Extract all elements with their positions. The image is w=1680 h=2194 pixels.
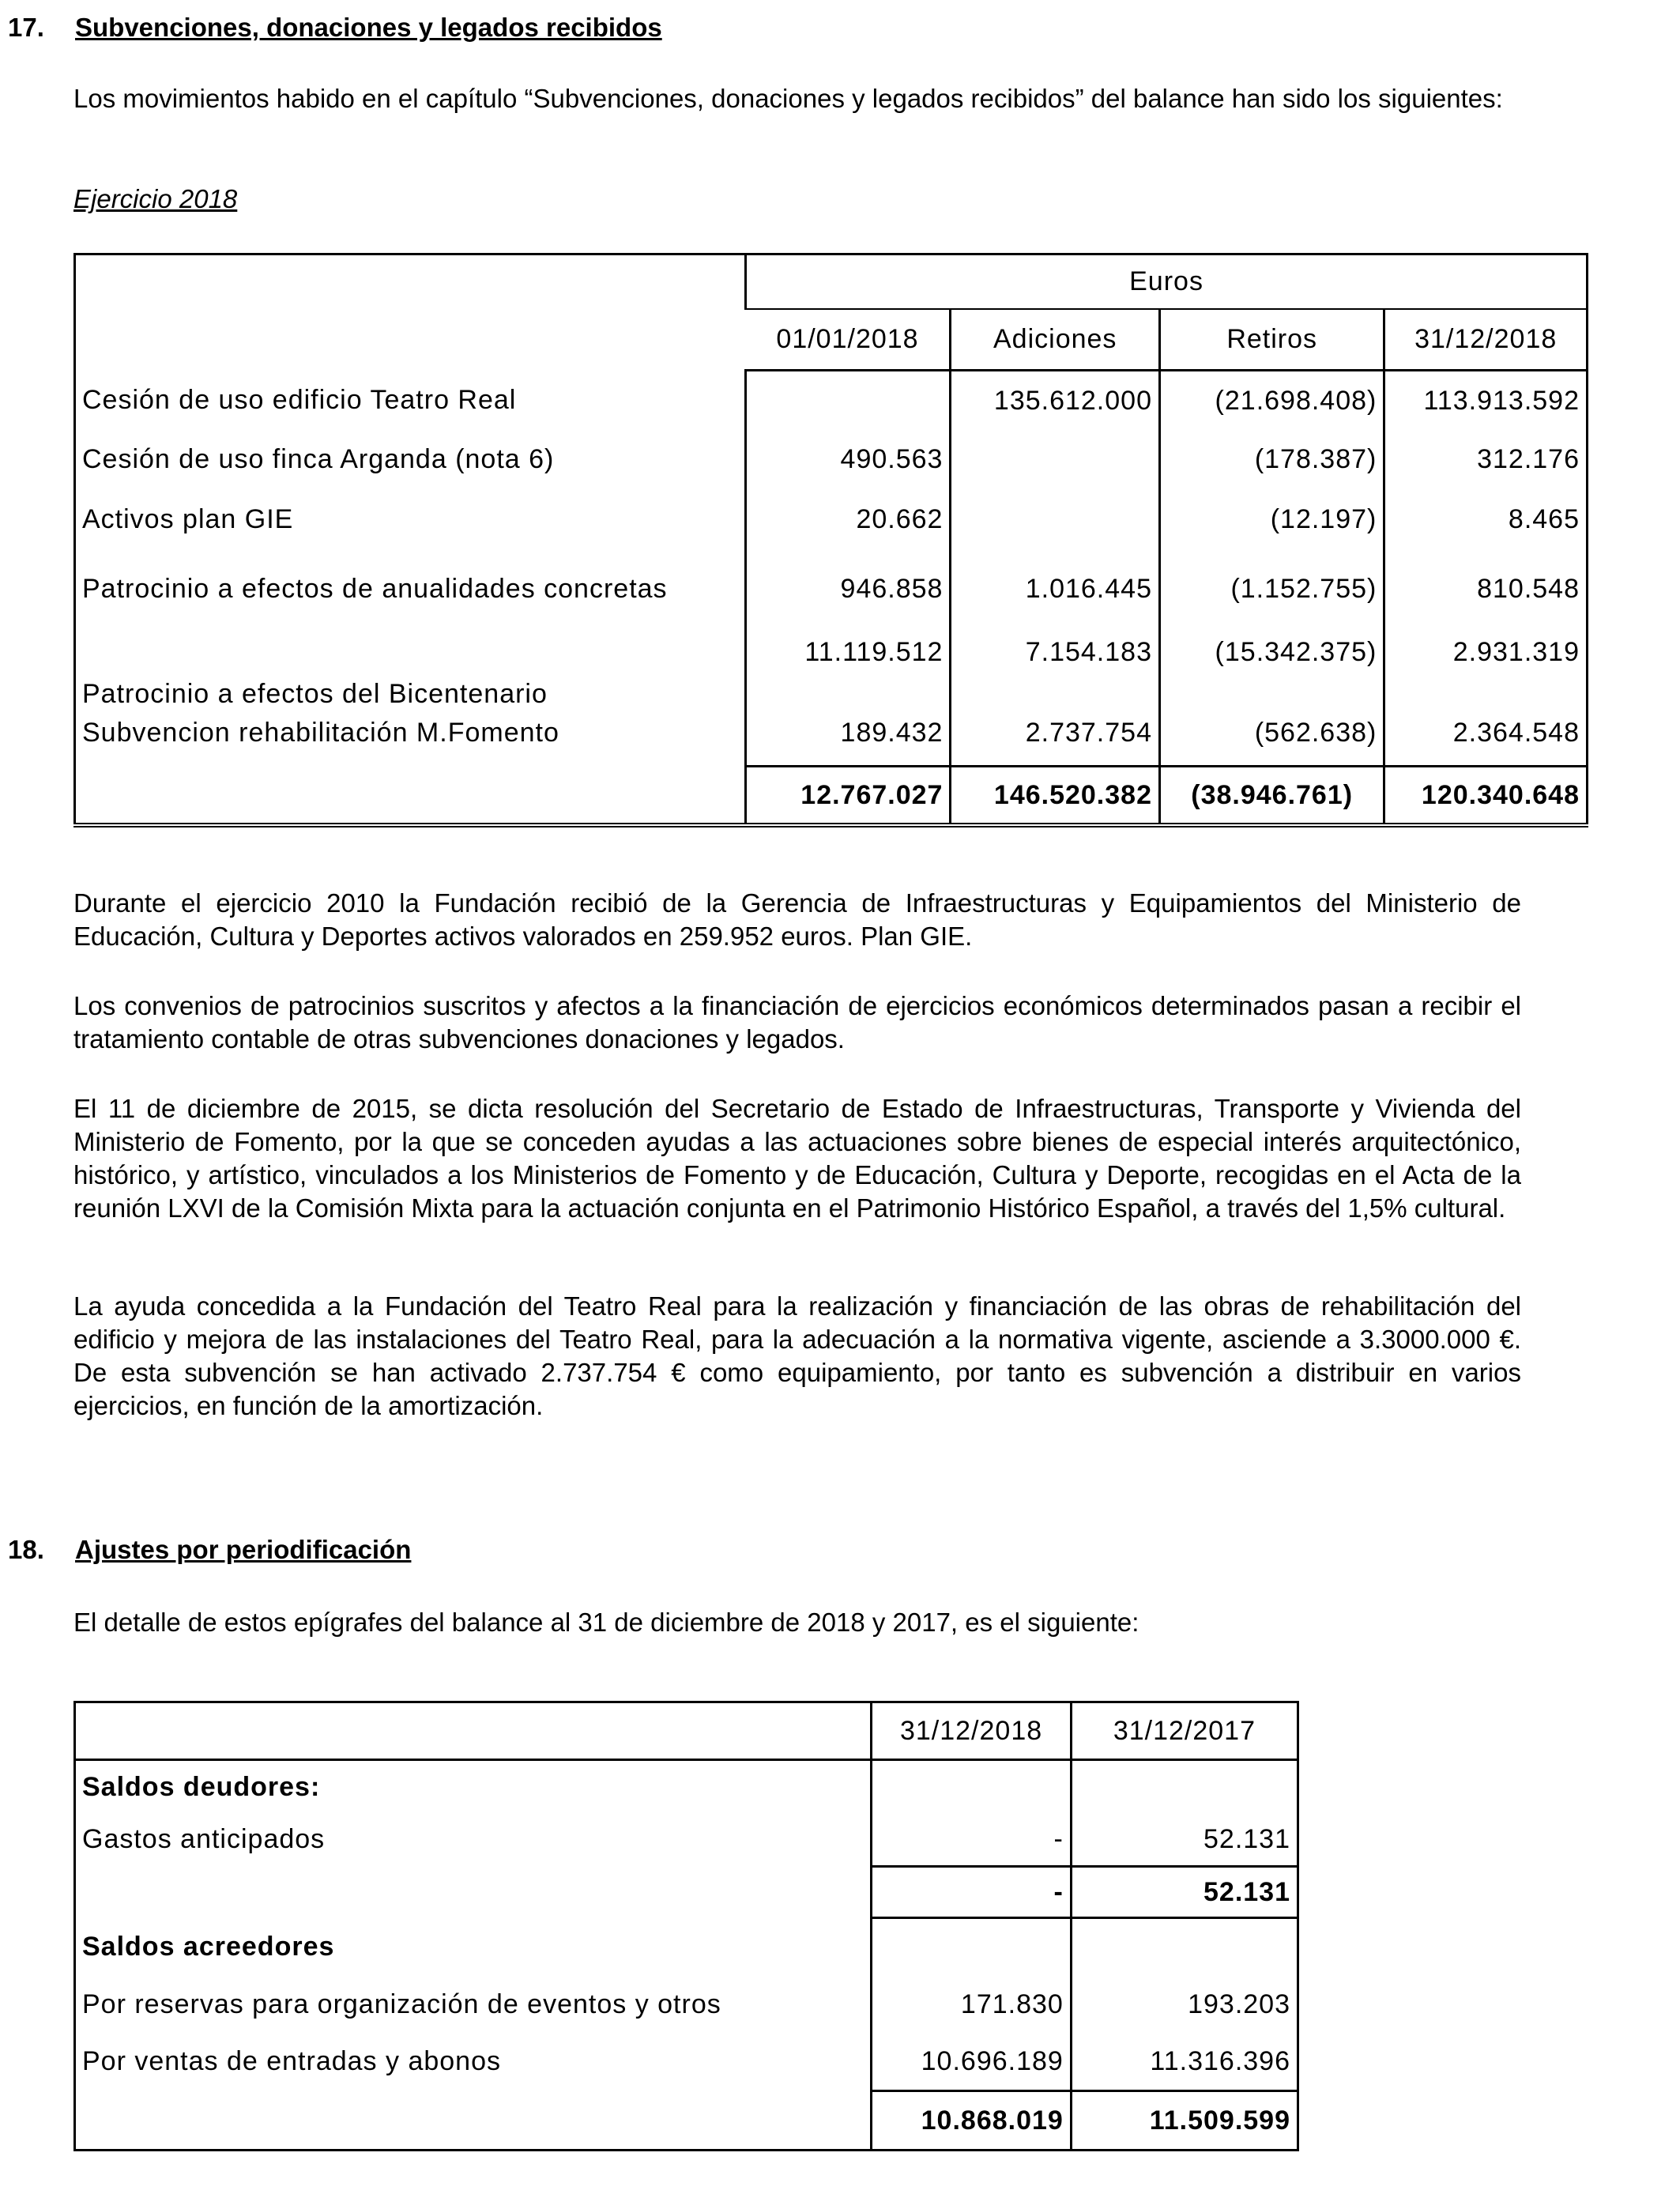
total-2018: 10.868.019 (872, 2091, 1072, 2151)
cell-additions: 2.737.754 (951, 718, 1160, 767)
row-label: Cesión de uso edificio Teatro Real (82, 384, 517, 415)
section-18-title: Ajustes por periodificación (75, 1535, 412, 1564)
table-row (75, 1976, 1298, 2033)
cell-withdrawals: (12.197) (1159, 488, 1384, 550)
cell-closing: 113.913.592 (1384, 371, 1588, 431)
table-row (75, 628, 1588, 718)
empty-cell (872, 1760, 1072, 1814)
cell-opening (746, 371, 951, 431)
row-label: Subvencion rehabilitación M.Fomento (82, 718, 559, 748)
col-header-closing: 31/12/2018 (1384, 309, 1588, 371)
total-additions: 146.520.382 (951, 767, 1160, 826)
cell-opening: 946.858 (746, 550, 951, 628)
total-withdrawals: (38.946.761) (1159, 767, 1384, 826)
header-blank-cell (75, 254, 746, 371)
totals-label-blank (75, 2091, 872, 2151)
table-row (75, 2033, 1298, 2091)
row-label: Patrocinio a efectos del Bicentenario (82, 679, 548, 709)
row-label: Por ventas de entradas y abonos (82, 2046, 501, 2077)
table-row (75, 371, 1588, 431)
section-18-number: 18. (8, 1535, 44, 1564)
exercise-subheading: Ejercicio 2018 (73, 184, 238, 213)
row-label: Cesión de uso finca Arganda (nota 6) (82, 443, 555, 474)
total-closing: 120.340.648 (1384, 767, 1588, 826)
cell-additions: 135.612.000 (951, 371, 1160, 431)
col-header-withdrawals: Retiros (1159, 309, 1384, 371)
cell-withdrawals: (178.387) (1159, 430, 1384, 488)
section-18-heading (8, 1535, 411, 1565)
totals-row (75, 767, 1588, 826)
cell-opening: 20.662 (746, 488, 951, 550)
row-label: Por reservas para organización de eventos y otros (82, 1989, 721, 2019)
empty-cell (1071, 1918, 1298, 1977)
empty-cell (872, 1918, 1072, 1977)
table-row (75, 1813, 1298, 1867)
cell-2017: 11.316.396 (1071, 2033, 1298, 2091)
row-label: Patrocinio a efectos de anualidades concretas (82, 573, 668, 604)
row-label: Activos plan GIE (82, 503, 294, 534)
totals-label-blank (75, 767, 746, 826)
subtotal-row (75, 1867, 1298, 1918)
acreedores-label: Saldos acreedores (82, 1931, 335, 1962)
section-17-number: 17. (8, 13, 44, 42)
cell-2018: 10.696.189 (872, 2033, 1072, 2091)
subtotal-2018: - (872, 1867, 1072, 1918)
cell-opening: 11.119.512 (746, 628, 951, 718)
cell-withdrawals: (21.698.408) (1159, 371, 1384, 431)
section-17-intro: Los movimientos habido en el capítulo “Subvenciones, donaciones y legados recibidos” del balance han sido los siguientes: (73, 84, 1503, 113)
paragraph-plan-gie: Durante el ejercicio 2010 la Fundación recibió de la Gerencia de Infraestructuras y Equipamientos del Ministerio de Educación, Cultura y Deportes activos valorados en 259.952 euros. Plan GIE. (73, 888, 1521, 951)
cell-closing: 8.465 (1384, 488, 1588, 550)
section-17-heading (8, 13, 662, 43)
paragraph-resolucion: El 11 de diciembre de 2015, se dicta resolución del Secretario de Estado de Infraestructuras, Transporte y Vivienda del Ministerio de Fomento, por la que se conceden ayudas a las actuaciones sobre bienes de especial interés arquitectónico, histórico, y artístico, vinculados a los Ministerios de Fomento y de Educación, Cultura y Deporte, recogidas en el Acta de la reunión LXVI de la Comisión Mixta para la actuación conjunta en el Patrimonio Histórico Español, a través del 1,5% cultural. (73, 1094, 1521, 1223)
cell-additions: 1.016.445 (951, 550, 1160, 628)
cell-withdrawals: (1.152.755) (1159, 550, 1384, 628)
subtotal-label-blank (75, 1867, 872, 1918)
cell-2018: 171.830 (872, 1976, 1072, 2033)
col-header-additions: Adiciones (951, 309, 1160, 371)
section-17-title: Subvenciones, donaciones y legados recibidos (75, 13, 662, 42)
cell-withdrawals: (15.342.375) (1159, 628, 1384, 718)
cell-2018: - (872, 1813, 1072, 1867)
empty-cell (1071, 1760, 1298, 1814)
total-opening: 12.767.027 (746, 767, 951, 826)
col-header-2018: 31/12/2018 (872, 1702, 1072, 1760)
cell-opening: 490.563 (746, 430, 951, 488)
cell-additions (951, 430, 1160, 488)
total-2017: 11.509.599 (1071, 2091, 1298, 2151)
header-blank-cell (75, 1702, 872, 1760)
cell-2017: 193.203 (1071, 1976, 1298, 2033)
cell-closing: 2.364.548 (1384, 718, 1588, 767)
totals-row (75, 2091, 1298, 2151)
cell-closing: 810.548 (1384, 550, 1588, 628)
table-row (75, 550, 1588, 628)
accruals-table (73, 1701, 1299, 2151)
table-row (75, 430, 1588, 488)
deudores-label: Saldos deudores: (82, 1771, 321, 1802)
cell-additions: 7.154.183 (951, 628, 1160, 718)
col-header-opening: 01/01/2018 (746, 309, 951, 371)
table-row (75, 488, 1588, 550)
paragraph-convenios: Los convenios de patrocinios suscritos y afectos a la financiación de ejercicios económicos determinados pasan a recibir el tratamiento contable de otras subvenciones donaciones y legados. (73, 991, 1521, 1054)
cell-2017: 52.131 (1071, 1813, 1298, 1867)
cell-additions (951, 488, 1160, 550)
subtotal-2017: 52.131 (1071, 1867, 1298, 1918)
table-row (75, 718, 1588, 767)
col-header-2017: 31/12/2017 (1071, 1702, 1298, 1760)
subsidies-table (73, 253, 1588, 827)
paragraph-ayuda: La ayuda concedida a la Fundación del Teatro Real para la realización y financiación de las obras de rehabilitación del edificio y mejora de las instalaciones del Teatro Real, para la adecuación a la normativa vigente, asciende a 3.3000.000 €. De esta subvención se han activado 2.737.754 € como equipamiento, por tanto es subvención a distribuir en varios ejercicios, en función de la amortización. (73, 1291, 1521, 1420)
cell-withdrawals: (562.638) (1159, 718, 1384, 767)
cell-opening: 189.432 (746, 718, 951, 767)
row-label: Gastos anticipados (82, 1824, 326, 1855)
cell-closing: 312.176 (1384, 430, 1588, 488)
cell-closing: 2.931.319 (1384, 628, 1588, 718)
euros-header: Euros (746, 254, 1588, 310)
section-18-intro: El detalle de estos epígrafes del balance al 31 de diciembre de 2018 y 2017, es el siguiente: (73, 1608, 1139, 1637)
